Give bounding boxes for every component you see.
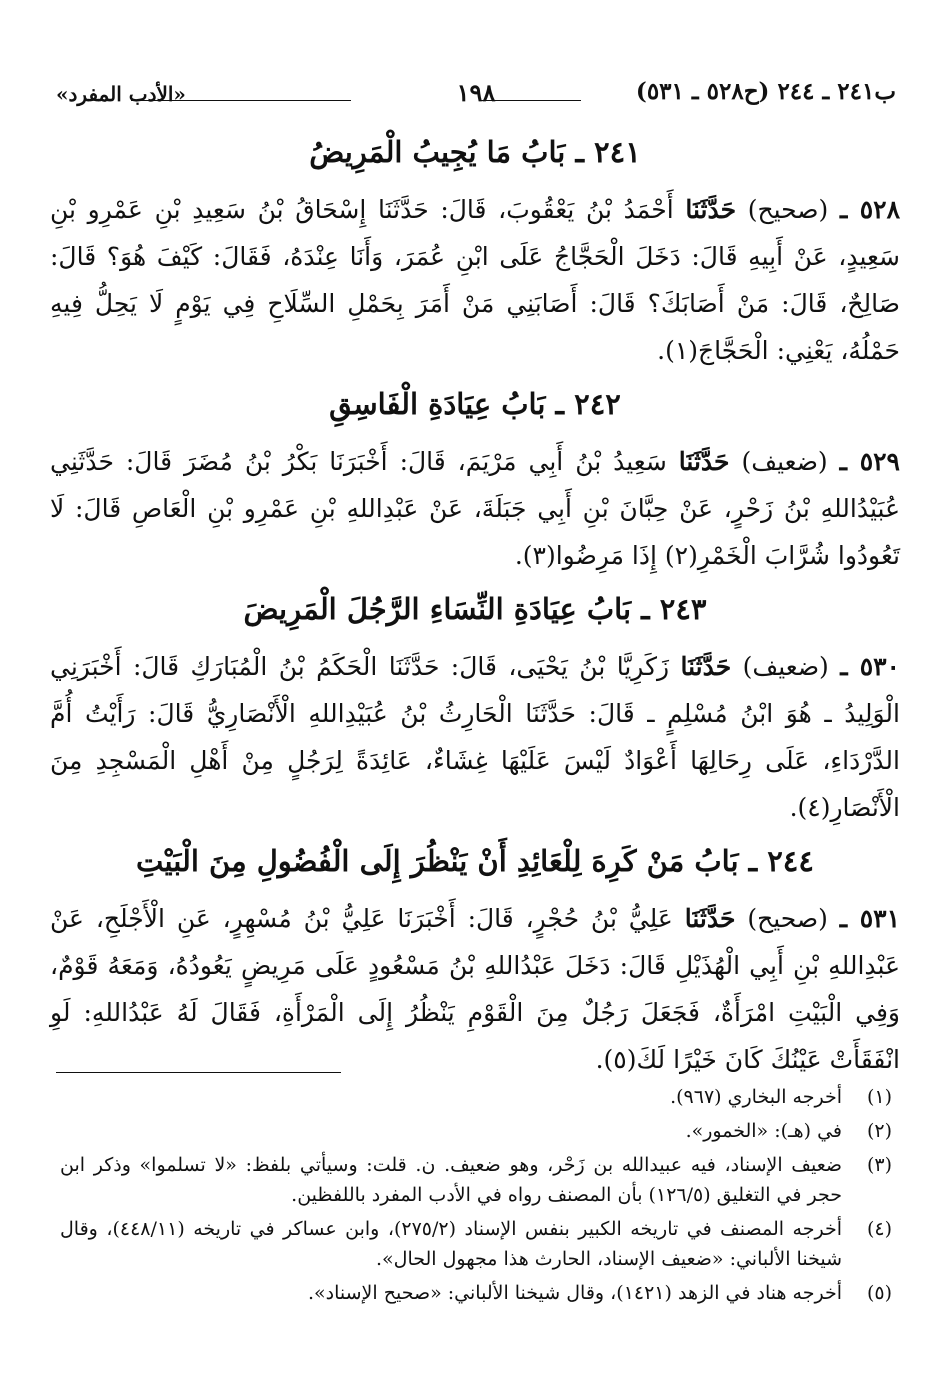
hadith-number: ٥٣١ ـ xyxy=(839,904,901,933)
hadith-grade: (ضعيف) xyxy=(741,447,828,476)
page-number: ١٩٨ xyxy=(456,78,496,107)
chapter-title: ٢٤٤ ـ بَابُ مَنْ كَرِهَ لِلْعَائِدِ أَنْ يَنْظُرَ إِلَى الْفُضُولِ مِنَ الْبَيْتِ xyxy=(136,844,814,878)
header-rule xyxy=(481,100,581,101)
hadith-text: عَلِيُّ بْنُ حُجْرٍ، قَالَ: أَخْبَرَنَا عَلِيُّ بْنُ مُسْهِرٍ، عَنِ الْأَجْلَحِ، عَنْ عَبْدِاللهِ بْنِ أَبِي الْهُذَيْلِ قَالَ: دَخَلَ عَبْدُاللهِ بْنُ مَسْعُودٍ عَلَى مَرِيضٍ يَعُودُهُ، وَمَعَهُ قَوْمٌ، وَفِي الْبَيْتِ امْرَأَةٌ، فَجَعَلَ رَجُلٌ مِنَ الْقَوْمِ يَنْظُرُ إِلَى الْمَرْأَةِ، فَقَالَ لَهُ عَبْدُاللهِ: لَوِ انْفَقَأَتْ عَيْنُكَ كَانَ خَيْرًا لَكَ(٥). xyxy=(50,904,900,1074)
hadith-paragraph xyxy=(50,186,900,374)
footnote xyxy=(60,1278,892,1308)
hadith-grade: (صحيح) xyxy=(747,904,828,933)
hadith-text: سَعِيدُ بْنُ أَبِي مَرْيَمَ، قَالَ: أَخْبَرَنَا بَكْرُ بْنُ مُضَرَ قَالَ: حَدَّثَنِي عُبَيْدُاللهِ بْنُ زَحْرٍ، عَنْ حِبَّانَ بْنِ أَبِي جَبَلَةَ، عَنْ عَبْدِاللهِ بْنِ عَمْرِو بْنِ الْعَاصِ قَالَ: لَا تَعُودُوا شُرَّابَ الْخَمْرِ(٢) إِذَا مَرِضُوا(٣). xyxy=(50,447,900,570)
hadith-number: ٥٢٩ ـ xyxy=(839,447,900,476)
hadith-paragraph xyxy=(50,895,900,1083)
hadith-number: ٥٢٨ ـ xyxy=(839,195,901,224)
chapter-title: ٢٤٣ ـ بَابُ عِيَادَةِ النِّسَاءِ الرَّجُلَ الْمَرِيضَ xyxy=(243,592,707,626)
footnote-text: أخرجه هناد في الزهد (١٤٢١)، وقال شيخنا الألباني: «صحيح الإسناد». xyxy=(307,1282,842,1304)
hadith-keyword: حَدَّثَنَا xyxy=(678,447,730,476)
hadith-keyword: حَدَّثَنَا xyxy=(685,195,737,224)
chapter-title: ٢٤١ ـ بَابُ مَا يُجِيبُ الْمَرِيضُ xyxy=(309,135,641,169)
book-title: «الأدب المفرد» xyxy=(56,82,186,106)
hadith-text: أَحْمَدُ بْنُ يَعْقُوبَ، قَالَ: حَدَّثَنَا إِسْحَاقُ بْنُ سَعِيدِ بْنِ عَمْرِو بْنِ سَعِيدٍ، عَنْ أَبِيهِ قَالَ: دَخَلَ الْحَجَّاجُ عَلَى ابْنِ عُمَرَ، وَأَنَا عِنْدَهُ، فَقَالَ: كَيْفَ هُوَ؟ قَالَ: صَالِحٌ، قَالَ: مَنْ أَصَابَكَ؟ قَالَ: أَصَابَنِي مَنْ أَمَرَ بِحَمْلِ السِّلَاحِ فِي يَوْمٍ لَا يَحِلُّ فِيهِ حَمْلُهُ، يَعْنِي: الْحَجَّاجَ(١). xyxy=(50,195,900,365)
footnotes xyxy=(60,1082,892,1312)
footnote-text: ضعيف الإسناد، فيه عبيدالله بن زَحْر، وهو ضعيف. ن. قلت: وسيأتي بلفظ: «لا تسلموا» وذكر ابن حجر في التغليق (١٢٦/٥) بأن المصنف رواه في الأدب المفرد باللفظين. xyxy=(60,1154,843,1206)
footnote xyxy=(60,1214,892,1274)
running-header xyxy=(56,78,896,112)
footnote-text: أخرجه البخاري (٩٦٧). xyxy=(670,1086,842,1108)
main-text xyxy=(50,122,900,1089)
chapter-title: ٢٤٢ ـ بَابُ عِيَادَةِ الْفَاسِقِ xyxy=(329,387,621,421)
hadith-text: زَكَرِيَّا بْنُ يَحْيَى، قَالَ: حَدَّثَنَا الْحَكَمُ بْنُ الْمُبَارَكِ قَالَ: أَخْبَرَنِي الْوَلِيدُ ـ هُوَ ابْنُ مُسْلِمٍ ـ قَالَ: حَدَّثَنَا الْحَارِثُ بْنُ عُبَيْدِاللهِ الْأَنْصَارِيُّ قَالَ: رَأَيْتُ أُمَّ الدَّرْدَاءِ، عَلَى رِحَالِهَا أَعْوَادٌ لَيْسَ عَلَيْهَا غِشَاءٌ، عَائِدَةً لِرَجُلٍ مِنْ أَهْلِ الْمَسْجِدِ مِنَ الْأَنْصَارِ(٤). xyxy=(50,652,900,822)
footnote-number: (٣) xyxy=(866,1154,892,1176)
footnote-number: (٤) xyxy=(866,1218,892,1240)
hadith-paragraph xyxy=(50,438,900,579)
hadith-paragraph xyxy=(50,643,900,831)
footnote-separator xyxy=(56,1072,341,1073)
footnote-text: أخرجه المصنف في تاريخه الكبير بنفس الإسناد (٢٧٥/٢)، وابن عساكر في تاريخه (٤٤٨/١١)، وقال شيخنا الألباني: «ضعيف الإسناد، الحارث هذا مجهول الحال». xyxy=(60,1218,842,1270)
hadith-keyword: حَدَّثَنَا xyxy=(684,904,736,933)
footnote xyxy=(60,1082,892,1112)
hadith-keyword: حَدَّثَنَا xyxy=(680,652,732,681)
footnote-number: (٢) xyxy=(866,1120,892,1142)
footnote xyxy=(60,1150,892,1210)
hadith-grade: (صحيح) xyxy=(747,195,829,224)
hadith-grade: (ضعيف) xyxy=(742,652,829,681)
footnote xyxy=(60,1116,892,1146)
footnote-number: (١) xyxy=(866,1086,892,1108)
footnote-text: في (هـ): «الخمور». xyxy=(685,1120,842,1142)
header-reference: ب٢٤١ ـ ٢٤٤ (ح٥٢٨ ـ ٥٣١) xyxy=(635,78,896,105)
hadith-number: ٥٣٠ ـ xyxy=(840,652,900,681)
footnote-number: (٥) xyxy=(866,1282,892,1304)
